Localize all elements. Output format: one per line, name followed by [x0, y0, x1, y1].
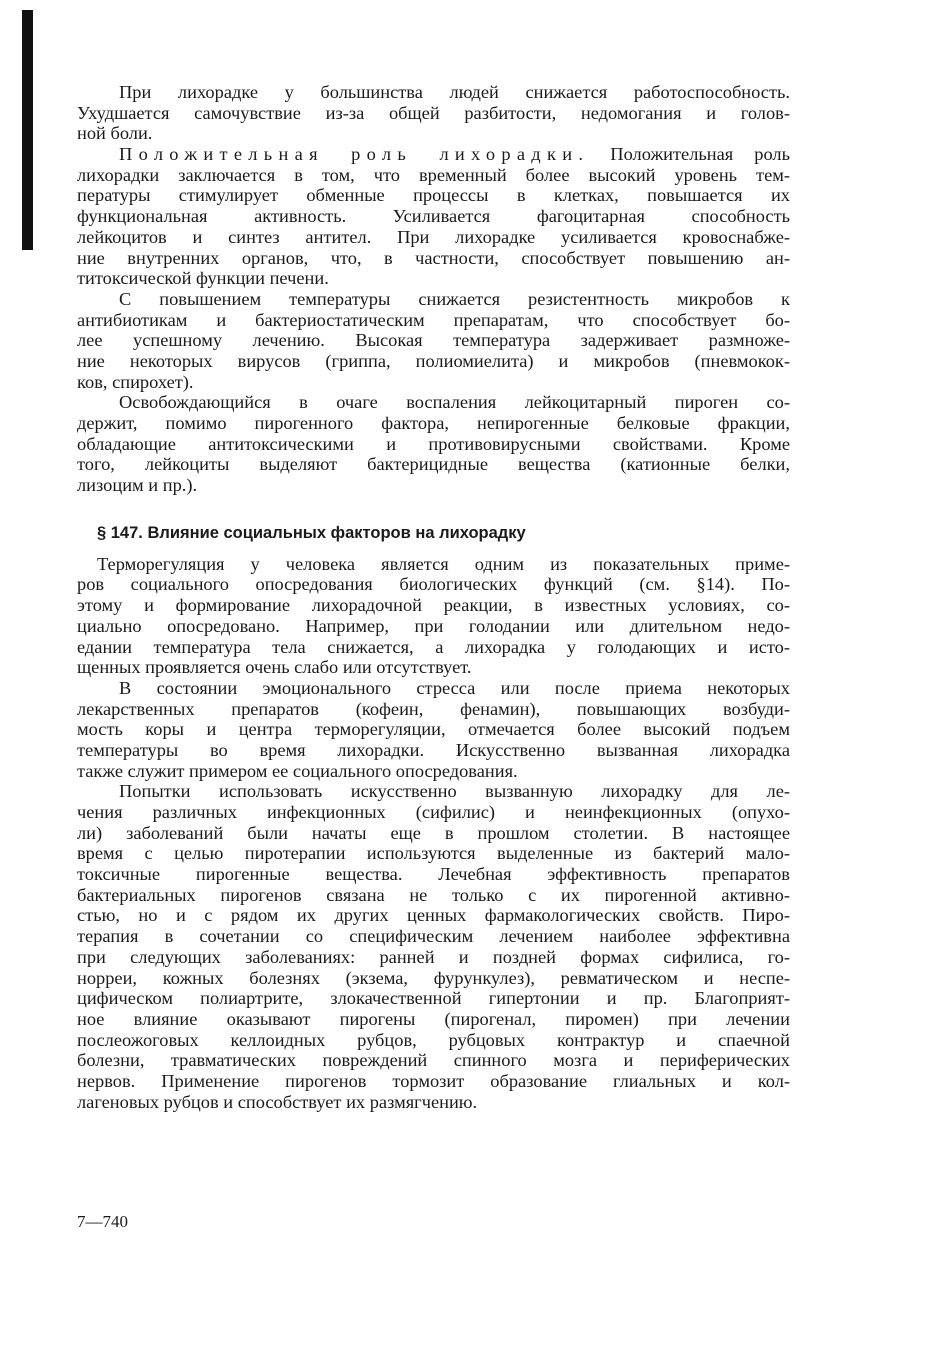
paragraph-fever-workability	[77, 82, 790, 144]
text-line: при следующих заболеваниях: ранней и поздней формах сифилиса, го-	[77, 946, 790, 967]
paragraph-antibiotics	[77, 289, 790, 392]
text-line: антибиотикам и бактериостатическим препаратам, что способствует бо-	[77, 309, 790, 330]
text-line: токсичные пирогенные вещества. Лечебная эффективность препаратов	[77, 864, 790, 885]
text-line: также служит примером ее социального опосредования.	[77, 760, 518, 781]
text-line: бактериальных пирогенов связана не только с их пирогенной активно-	[77, 884, 790, 905]
text-line: При лихорадке у большинства людей снижается работоспособность.	[119, 82, 790, 102]
text-line: пературы стимулирует обменные процессы в клетках, повышается их	[77, 185, 790, 206]
text-line: чения различных инфекционных (сифилис) и неинфекционных (опухо-	[77, 802, 790, 822]
text-line: температуры во время лихорадки. Искусственно вызванная лихорадка	[77, 739, 790, 760]
text-line: титоксической функции печени.	[77, 268, 329, 289]
scan-edge-mark	[22, 10, 33, 250]
text-line: лагеновых рубцов и способствует их размягчению.	[77, 1091, 478, 1112]
text-line: нервов. Применение пирогенов тормозит образование глиальных и кол-	[77, 1070, 790, 1091]
text-line: ное влияние оказывают пирогены (пирогенал, пиромен) при лечении	[77, 1008, 790, 1029]
text-line: Попытки использовать искусственно вызванную лихорадку для ле-	[119, 781, 790, 802]
text-line: функциональная активность. Усиливается фагоцитарная способность	[77, 206, 790, 227]
paragraph-thermoregulation	[77, 554, 790, 678]
text-line: ние внутренних органов, что, в частности, способствует повышению ан-	[77, 247, 790, 268]
text-line: циально опосредовано. Например, при голодании или длительном недо-	[77, 615, 790, 636]
page-signature: 7—740	[77, 1212, 128, 1231]
text-line: лихорадки заключается в том, что временный более высокий уровень тем-	[77, 164, 790, 185]
section-heading: § 147. Влияние социальных факторов на лихорадку	[97, 523, 526, 542]
text-line: ние некоторых вирусов (гриппа, полиомиелита) и микробов (пневмокок-	[77, 350, 790, 371]
text-line: лее успешному лечению. Высокая температура задерживает размноже-	[77, 330, 790, 351]
text-line: С повышением температуры снижается резистентность микробов к	[119, 288, 790, 309]
text-line: обладающие антитоксическими и противовирусными свойствами. Кроме	[77, 433, 790, 454]
text-line: того, лейкоциты выделяют бактерицидные вещества (катионные белки,	[77, 454, 790, 475]
section-gap	[77, 496, 790, 514]
run-in-heading: Положительная роль лихорадки.	[119, 144, 590, 165]
text-line: Освобождающийся в очаге воспаления лейкоцитарный пироген со-	[119, 392, 790, 413]
text-line: ной боли.	[77, 123, 153, 144]
paragraph-leukocyte-pyrogen	[77, 392, 790, 495]
text-line: щенных проявляется очень слабо или отсутствует.	[77, 657, 472, 678]
text-line: Терморегуляция у человека является одним из показательных приме-	[97, 553, 790, 574]
paragraph-positive-role	[77, 144, 790, 289]
text-line: стью, но и с рядом их других ценных фармакологических свойств. Пиро-	[77, 905, 790, 926]
text-line: время с целью пиротерапии используются выделенные из бактерий мало-	[77, 843, 790, 864]
text-line: В состоянии эмоционального стресса или после приема некоторых	[119, 677, 790, 698]
text-line: мость коры и центра терморегуляции, отмечается более высокий подъем	[77, 719, 790, 740]
text-line: лизоцим и пр.).	[77, 475, 198, 496]
text-line: ков, спирохет).	[77, 371, 194, 392]
text-line: болезни, травматических повреждений спинного мозга и периферических	[77, 1050, 790, 1071]
text-line: норреи, кожных болезнях (экзема, фурункулез), ревматическом и неспе-	[77, 967, 790, 988]
paragraph-pyrotherapy	[77, 781, 790, 1112]
paragraph-stress	[77, 678, 790, 781]
text-line: ли) заболеваний были начаты еще в прошлом столетии. В настоящее	[77, 822, 790, 843]
run-in-text: Положительная роль	[589, 144, 790, 165]
text-line: едании температура тела снижается, а лихорадка у голодающих и исто-	[77, 636, 790, 657]
text-line: послеожоговых келлоидных рубцов, рубцовых контрактур и спаечной	[77, 1029, 790, 1050]
text-line: лекарственных препаратов (кофеин, фенамин), повышающих возбуди-	[77, 698, 790, 719]
text-line: держит, помимо пирогенного фактора, непирогенные белковые фракции,	[77, 413, 790, 433]
text-line	[77, 144, 790, 165]
text-line: Ухудшается самочувствие из-за общей разбитости, недомогания и голов-	[77, 102, 790, 123]
text-line: лейкоцитов и синтез антител. При лихорадке усиливается кровоснабже-	[77, 226, 790, 247]
text-line: терапия в сочетании со специфическим лечением наиболее эффективна	[77, 926, 790, 947]
text-line: ров социального опосредования биологических функций (см. §14). По-	[77, 574, 790, 595]
text-line: цифическом полиартрите, злокачественной гипертонии и пр. Благоприят-	[77, 988, 790, 1009]
document-page	[77, 82, 790, 1112]
text-line: этому и формирование лихорадочной реакции, в известных условиях, со-	[77, 595, 790, 616]
